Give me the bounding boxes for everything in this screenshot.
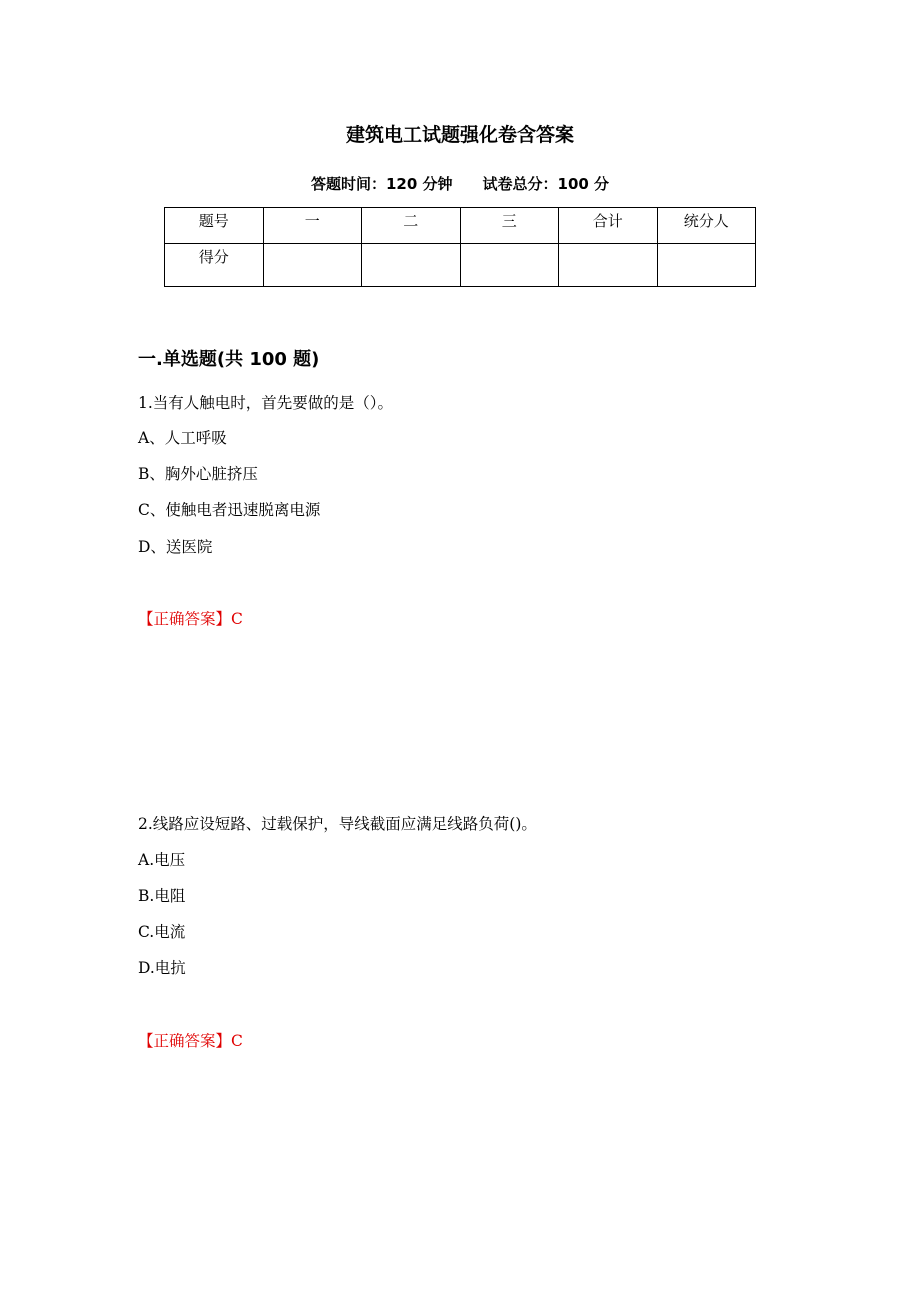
score-table-header-cell: 二	[362, 208, 461, 244]
question-option: B、胸外心脏挤压	[138, 465, 258, 483]
score-table-header-row	[165, 208, 756, 244]
score-table-header-cell: 一	[263, 208, 362, 244]
document-title: 建筑电工试题强化卷含答案	[345, 124, 574, 146]
score-cell	[263, 244, 362, 287]
score-cell	[657, 244, 756, 287]
question-option: C.电流	[138, 923, 186, 941]
answer-label: 【正确答案】	[138, 1032, 232, 1050]
question-stem: 1.当有人触电时，首先要做的是（）。	[138, 394, 394, 412]
score-cell	[362, 244, 461, 287]
answer-label: 【正确答案】	[138, 610, 232, 628]
question-option: A、人工呼吸	[138, 429, 227, 447]
score-table	[164, 207, 756, 287]
exam-total-score: 试卷总分：100 分	[482, 175, 610, 193]
score-table-header-cell: 合计	[559, 208, 658, 244]
section-title: 一.单选题(共 100 题)	[138, 349, 320, 370]
exam-time: 答题时间：120 分钟	[310, 175, 453, 193]
score-row-label: 得分	[165, 244, 264, 287]
score-table-header-cell: 三	[460, 208, 559, 244]
score-table-header-cell: 统分人	[657, 208, 756, 244]
score-cell	[460, 244, 559, 287]
question-option: D.电抗	[138, 959, 186, 977]
answer-value: C	[231, 610, 243, 628]
score-table-score-row	[165, 244, 756, 287]
question-option: B.电阻	[138, 887, 186, 905]
answer-value: C	[231, 1032, 243, 1050]
question-stem: 2.线路应设短路、过载保护，导线截面应满足线路负荷()。	[138, 815, 537, 833]
answer-line	[138, 607, 243, 631]
question-option: D、送医院	[138, 538, 213, 556]
score-cell	[559, 244, 658, 287]
answer-line	[138, 1029, 243, 1053]
question-option: A.电压	[138, 851, 186, 869]
score-table-header-cell: 题号	[165, 208, 264, 244]
exam-meta	[0, 171, 920, 197]
question-option: C、使触电者迅速脱离电源	[138, 501, 321, 519]
